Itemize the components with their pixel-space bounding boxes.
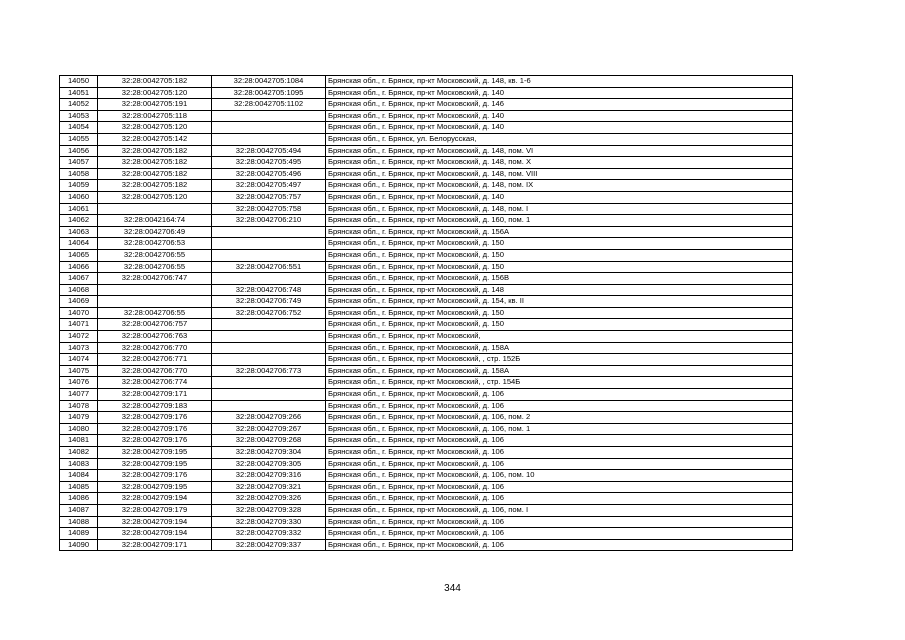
table-row	[60, 296, 793, 308]
address-cell: Брянская обл., г. Брянск, пр-кт Московский,	[326, 331, 793, 343]
table-row	[60, 504, 793, 516]
record-number-cell: 14088	[60, 516, 98, 528]
record-number-cell: 14067	[60, 273, 98, 285]
object-cadastral-cell: 32:28:0042705:757	[212, 191, 326, 203]
record-number-cell: 14081	[60, 435, 98, 447]
object-cadastral-cell: 32:28:0042705:497	[212, 180, 326, 192]
address-cell: Брянская обл., г. Брянск, пр-кт Московский, д. 106	[326, 389, 793, 401]
parcel-cadastral-cell: 32:28:0042706:770	[98, 365, 212, 377]
table-row	[60, 284, 793, 296]
object-cadastral-cell: 32:28:0042709:305	[212, 458, 326, 470]
record-number-cell: 14080	[60, 423, 98, 435]
page-number: 344	[444, 583, 461, 594]
object-cadastral-cell	[212, 133, 326, 145]
object-cadastral-cell: 32:28:0042705:1102	[212, 99, 326, 111]
address-cell: Брянская обл., г. Брянск, пр-кт Московский, д. 106, пом. 2	[326, 412, 793, 424]
record-number-cell: 14050	[60, 76, 98, 88]
parcel-cadastral-cell	[98, 284, 212, 296]
parcel-cadastral-cell: 32:28:0042706:49	[98, 226, 212, 238]
record-number-cell: 14052	[60, 99, 98, 111]
parcel-cadastral-cell: 32:28:0042709:183	[98, 400, 212, 412]
record-number-cell: 14085	[60, 481, 98, 493]
record-number-cell: 14072	[60, 331, 98, 343]
address-cell: Брянская обл., г. Брянск, пр-кт Московский, д. 106	[326, 435, 793, 447]
table-row	[60, 331, 793, 343]
object-cadastral-cell	[212, 354, 326, 366]
parcel-cadastral-cell: 32:28:0042709:194	[98, 516, 212, 528]
address-cell: Брянская обл., г. Брянск, пр-кт Московский, д. 106	[326, 539, 793, 551]
table-row	[60, 412, 793, 424]
table-row	[60, 423, 793, 435]
table-row	[60, 377, 793, 389]
table-row	[60, 226, 793, 238]
object-cadastral-cell: 32:28:0042705:758	[212, 203, 326, 215]
object-cadastral-cell	[212, 273, 326, 285]
record-number-cell: 14061	[60, 203, 98, 215]
address-cell: Брянская обл., г. Брянск, пр-кт Московский, д. 156А	[326, 226, 793, 238]
record-number-cell: 14077	[60, 389, 98, 401]
record-number-cell: 14057	[60, 157, 98, 169]
object-cadastral-cell	[212, 226, 326, 238]
address-cell: Брянская обл., г. Брянск, пр-кт Московский, д. 148, кв. 1-6	[326, 76, 793, 88]
address-cell: Брянская обл., г. Брянск, пр-кт Московский, д. 146	[326, 99, 793, 111]
record-number-cell: 14066	[60, 261, 98, 273]
object-cadastral-cell: 32:28:0042705:1095	[212, 87, 326, 99]
table-row	[60, 481, 793, 493]
table-row	[60, 261, 793, 273]
record-number-cell: 14070	[60, 307, 98, 319]
address-cell: Брянская обл., г. Брянск, пр-кт Московский, д. 148, пом. VI	[326, 145, 793, 157]
object-cadastral-cell: 32:28:0042709:316	[212, 470, 326, 482]
object-cadastral-cell: 32:28:0042705:496	[212, 168, 326, 180]
address-cell: Брянская обл., г. Брянск, пр-кт Московский, д. 148	[326, 284, 793, 296]
address-cell: Брянская обл., г. Брянск, пр-кт Московский, д. 150	[326, 307, 793, 319]
object-cadastral-cell	[212, 377, 326, 389]
record-number-cell: 14062	[60, 215, 98, 227]
object-cadastral-cell	[212, 238, 326, 250]
parcel-cadastral-cell: 32:28:0042706:55	[98, 249, 212, 261]
table-row	[60, 470, 793, 482]
parcel-cadastral-cell: 32:28:0042709:171	[98, 539, 212, 551]
address-cell: Брянская обл., г. Брянск, пр-кт Московский, д. 148, пом. IX	[326, 180, 793, 192]
address-cell: Брянская обл., г. Брянск, пр-кт Московский, д. 140	[326, 122, 793, 134]
record-number-cell: 14053	[60, 110, 98, 122]
parcel-cadastral-cell: 32:28:0042706:774	[98, 377, 212, 389]
parcel-cadastral-cell: 32:28:0042709:176	[98, 435, 212, 447]
record-number-cell: 14063	[60, 226, 98, 238]
object-cadastral-cell: 32:28:0042706:748	[212, 284, 326, 296]
table-row	[60, 157, 793, 169]
table-row	[60, 516, 793, 528]
parcel-cadastral-cell: 32:28:0042705:120	[98, 122, 212, 134]
object-cadastral-cell: 32:28:0042709:330	[212, 516, 326, 528]
object-cadastral-cell	[212, 319, 326, 331]
address-cell: Брянская обл., г. Брянск, пр-кт Московский, д. 150	[326, 238, 793, 250]
parcel-cadastral-cell: 32:28:0042705:120	[98, 191, 212, 203]
table-row	[60, 458, 793, 470]
object-cadastral-cell	[212, 110, 326, 122]
table-row	[60, 122, 793, 134]
address-cell: Брянская обл., г. Брянск, пр-кт Московский, д. 150	[326, 319, 793, 331]
record-number-cell: 14083	[60, 458, 98, 470]
record-number-cell: 14084	[60, 470, 98, 482]
object-cadastral-cell: 32:28:0042705:494	[212, 145, 326, 157]
object-cadastral-cell: 32:28:0042709:328	[212, 504, 326, 516]
parcel-cadastral-cell: 32:28:0042164:74	[98, 215, 212, 227]
parcel-cadastral-cell: 32:28:0042705:182	[98, 168, 212, 180]
table-row	[60, 249, 793, 261]
table-row	[60, 389, 793, 401]
table-row	[60, 238, 793, 250]
parcel-cadastral-cell: 32:28:0042706:770	[98, 342, 212, 354]
address-cell: Брянская обл., г. Брянск, пр-кт Московский, д. 160, пом. 1	[326, 215, 793, 227]
table-row	[60, 528, 793, 540]
table-row	[60, 133, 793, 145]
table-row	[60, 447, 793, 459]
parcel-cadastral-cell: 32:28:0042709:194	[98, 528, 212, 540]
table-row	[60, 435, 793, 447]
table-row	[60, 180, 793, 192]
object-cadastral-cell: 32:28:0042709:337	[212, 539, 326, 551]
object-cadastral-cell	[212, 331, 326, 343]
record-number-cell: 14079	[60, 412, 98, 424]
table-row	[60, 319, 793, 331]
record-number-cell: 14054	[60, 122, 98, 134]
parcel-cadastral-cell: 32:28:0042705:182	[98, 76, 212, 88]
record-number-cell: 14082	[60, 447, 98, 459]
object-cadastral-cell	[212, 400, 326, 412]
records-table	[59, 75, 793, 551]
address-cell: Брянская обл., г. Брянск, пр-кт Московский, д. 156В	[326, 273, 793, 285]
address-cell: Брянская обл., г. Брянск, пр-кт Московский, д. 106	[326, 481, 793, 493]
parcel-cadastral-cell: 32:28:0042709:179	[98, 504, 212, 516]
object-cadastral-cell: 32:28:0042706:551	[212, 261, 326, 273]
address-cell: Брянская обл., г. Брянск, пр-кт Московский, д. 106, пом. 1	[326, 423, 793, 435]
table-row	[60, 215, 793, 227]
object-cadastral-cell: 32:28:0042709:267	[212, 423, 326, 435]
address-cell: Брянская обл., г. Брянск, пр-кт Московский, д. 150	[326, 249, 793, 261]
table-row	[60, 307, 793, 319]
record-number-cell: 14078	[60, 400, 98, 412]
record-number-cell: 14060	[60, 191, 98, 203]
table-row	[60, 203, 793, 215]
object-cadastral-cell: 32:28:0042709:304	[212, 447, 326, 459]
parcel-cadastral-cell: 32:28:0042706:55	[98, 261, 212, 273]
parcel-cadastral-cell: 32:28:0042709:176	[98, 470, 212, 482]
address-cell: Брянская обл., г. Брянск, пр-кт Московский, д. 154, кв. II	[326, 296, 793, 308]
object-cadastral-cell: 32:28:0042706:749	[212, 296, 326, 308]
address-cell: Брянская обл., г. Брянск, пр-кт Московский, д. 106	[326, 458, 793, 470]
table-row	[60, 191, 793, 203]
object-cadastral-cell: 32:28:0042706:773	[212, 365, 326, 377]
parcel-cadastral-cell: 32:28:0042706:763	[98, 331, 212, 343]
record-number-cell: 14075	[60, 365, 98, 377]
table-row	[60, 110, 793, 122]
parcel-cadastral-cell: 32:28:0042705:191	[98, 99, 212, 111]
record-number-cell: 14051	[60, 87, 98, 99]
record-number-cell: 14064	[60, 238, 98, 250]
parcel-cadastral-cell	[98, 296, 212, 308]
table-row	[60, 342, 793, 354]
object-cadastral-cell	[212, 342, 326, 354]
parcel-cadastral-cell: 32:28:0042705:182	[98, 157, 212, 169]
record-number-cell: 14065	[60, 249, 98, 261]
address-cell: Брянская обл., г. Брянск, ул. Белорусская,	[326, 133, 793, 145]
table-row	[60, 273, 793, 285]
object-cadastral-cell: 32:28:0042706:210	[212, 215, 326, 227]
table-row	[60, 354, 793, 366]
object-cadastral-cell: 32:28:0042709:321	[212, 481, 326, 493]
object-cadastral-cell: 32:28:0042709:268	[212, 435, 326, 447]
object-cadastral-cell: 32:28:0042706:752	[212, 307, 326, 319]
table-row	[60, 76, 793, 88]
parcel-cadastral-cell	[98, 203, 212, 215]
address-cell: Брянская обл., г. Брянск, пр-кт Московский, д. 140	[326, 110, 793, 122]
parcel-cadastral-cell: 32:28:0042705:182	[98, 145, 212, 157]
object-cadastral-cell	[212, 389, 326, 401]
table-row	[60, 87, 793, 99]
record-number-cell: 14074	[60, 354, 98, 366]
table-row	[60, 99, 793, 111]
parcel-cadastral-cell: 32:28:0042706:771	[98, 354, 212, 366]
address-cell: Брянская обл., г. Брянск, пр-кт Московский, д. 106	[326, 400, 793, 412]
object-cadastral-cell: 32:28:0042709:332	[212, 528, 326, 540]
record-number-cell: 14068	[60, 284, 98, 296]
address-cell: Брянская обл., г. Брянск, пр-кт Московский, д. 148, пом. X	[326, 157, 793, 169]
object-cadastral-cell	[212, 249, 326, 261]
record-number-cell: 14058	[60, 168, 98, 180]
table-row	[60, 145, 793, 157]
address-cell: Брянская обл., г. Брянск, пр-кт Московский, д. 158А	[326, 342, 793, 354]
record-number-cell: 14090	[60, 539, 98, 551]
record-number-cell: 14056	[60, 145, 98, 157]
address-cell: Брянская обл., г. Брянск, пр-кт Московский, д. 150	[326, 261, 793, 273]
object-cadastral-cell: 32:28:0042705:1084	[212, 76, 326, 88]
table-row	[60, 365, 793, 377]
address-cell: Брянская обл., г. Брянск, пр-кт Московский, д. 148, пом. VIII	[326, 168, 793, 180]
parcel-cadastral-cell: 32:28:0042709:195	[98, 458, 212, 470]
parcel-cadastral-cell: 32:28:0042709:176	[98, 412, 212, 424]
record-number-cell: 14089	[60, 528, 98, 540]
record-number-cell: 14071	[60, 319, 98, 331]
object-cadastral-cell: 32:28:0042709:326	[212, 493, 326, 505]
parcel-cadastral-cell: 32:28:0042705:118	[98, 110, 212, 122]
parcel-cadastral-cell: 32:28:0042709:171	[98, 389, 212, 401]
address-cell: Брянская обл., г. Брянск, пр-кт Московский, д. 106, пом. I	[326, 504, 793, 516]
address-cell: Брянская обл., г. Брянск, пр-кт Московский, д. 140	[326, 87, 793, 99]
address-cell: Брянская обл., г. Брянск, пр-кт Московский, д. 140	[326, 191, 793, 203]
parcel-cadastral-cell: 32:28:0042706:55	[98, 307, 212, 319]
address-cell: Брянская обл., г. Брянск, пр-кт Московский, д. 106	[326, 493, 793, 505]
object-cadastral-cell: 32:28:0042709:266	[212, 412, 326, 424]
table-row	[60, 400, 793, 412]
parcel-cadastral-cell: 32:28:0042705:120	[98, 87, 212, 99]
address-cell: Брянская обл., г. Брянск, пр-кт Московский, д. 148, пом. I	[326, 203, 793, 215]
address-cell: Брянская обл., г. Брянск, пр-кт Московский, , стр. 154Б	[326, 377, 793, 389]
object-cadastral-cell	[212, 122, 326, 134]
record-number-cell: 14059	[60, 180, 98, 192]
address-cell: Брянская обл., г. Брянск, пр-кт Московский, д. 158А	[326, 365, 793, 377]
record-number-cell: 14073	[60, 342, 98, 354]
table-row	[60, 168, 793, 180]
address-cell: Брянская обл., г. Брянск, пр-кт Московский, д. 106, пом. 10	[326, 470, 793, 482]
parcel-cadastral-cell: 32:28:0042706:53	[98, 238, 212, 250]
parcel-cadastral-cell: 32:28:0042709:195	[98, 447, 212, 459]
record-number-cell: 14087	[60, 504, 98, 516]
record-number-cell: 14069	[60, 296, 98, 308]
record-number-cell: 14086	[60, 493, 98, 505]
parcel-cadastral-cell: 32:28:0042705:182	[98, 180, 212, 192]
record-number-cell: 14076	[60, 377, 98, 389]
address-cell: Брянская обл., г. Брянск, пр-кт Московский, д. 106	[326, 528, 793, 540]
parcel-cadastral-cell: 32:28:0042709:194	[98, 493, 212, 505]
address-cell: Брянская обл., г. Брянск, пр-кт Московский, , стр. 152Б	[326, 354, 793, 366]
parcel-cadastral-cell: 32:28:0042709:176	[98, 423, 212, 435]
address-cell: Брянская обл., г. Брянск, пр-кт Московский, д. 106	[326, 516, 793, 528]
parcel-cadastral-cell: 32:28:0042705:142	[98, 133, 212, 145]
table-row	[60, 539, 793, 551]
object-cadastral-cell: 32:28:0042705:495	[212, 157, 326, 169]
parcel-cadastral-cell: 32:28:0042706:747	[98, 273, 212, 285]
parcel-cadastral-cell: 32:28:0042706:757	[98, 319, 212, 331]
records-table-body	[60, 76, 793, 551]
address-cell: Брянская обл., г. Брянск, пр-кт Московский, д. 106	[326, 447, 793, 459]
table-row	[60, 493, 793, 505]
record-number-cell: 14055	[60, 133, 98, 145]
parcel-cadastral-cell: 32:28:0042709:195	[98, 481, 212, 493]
